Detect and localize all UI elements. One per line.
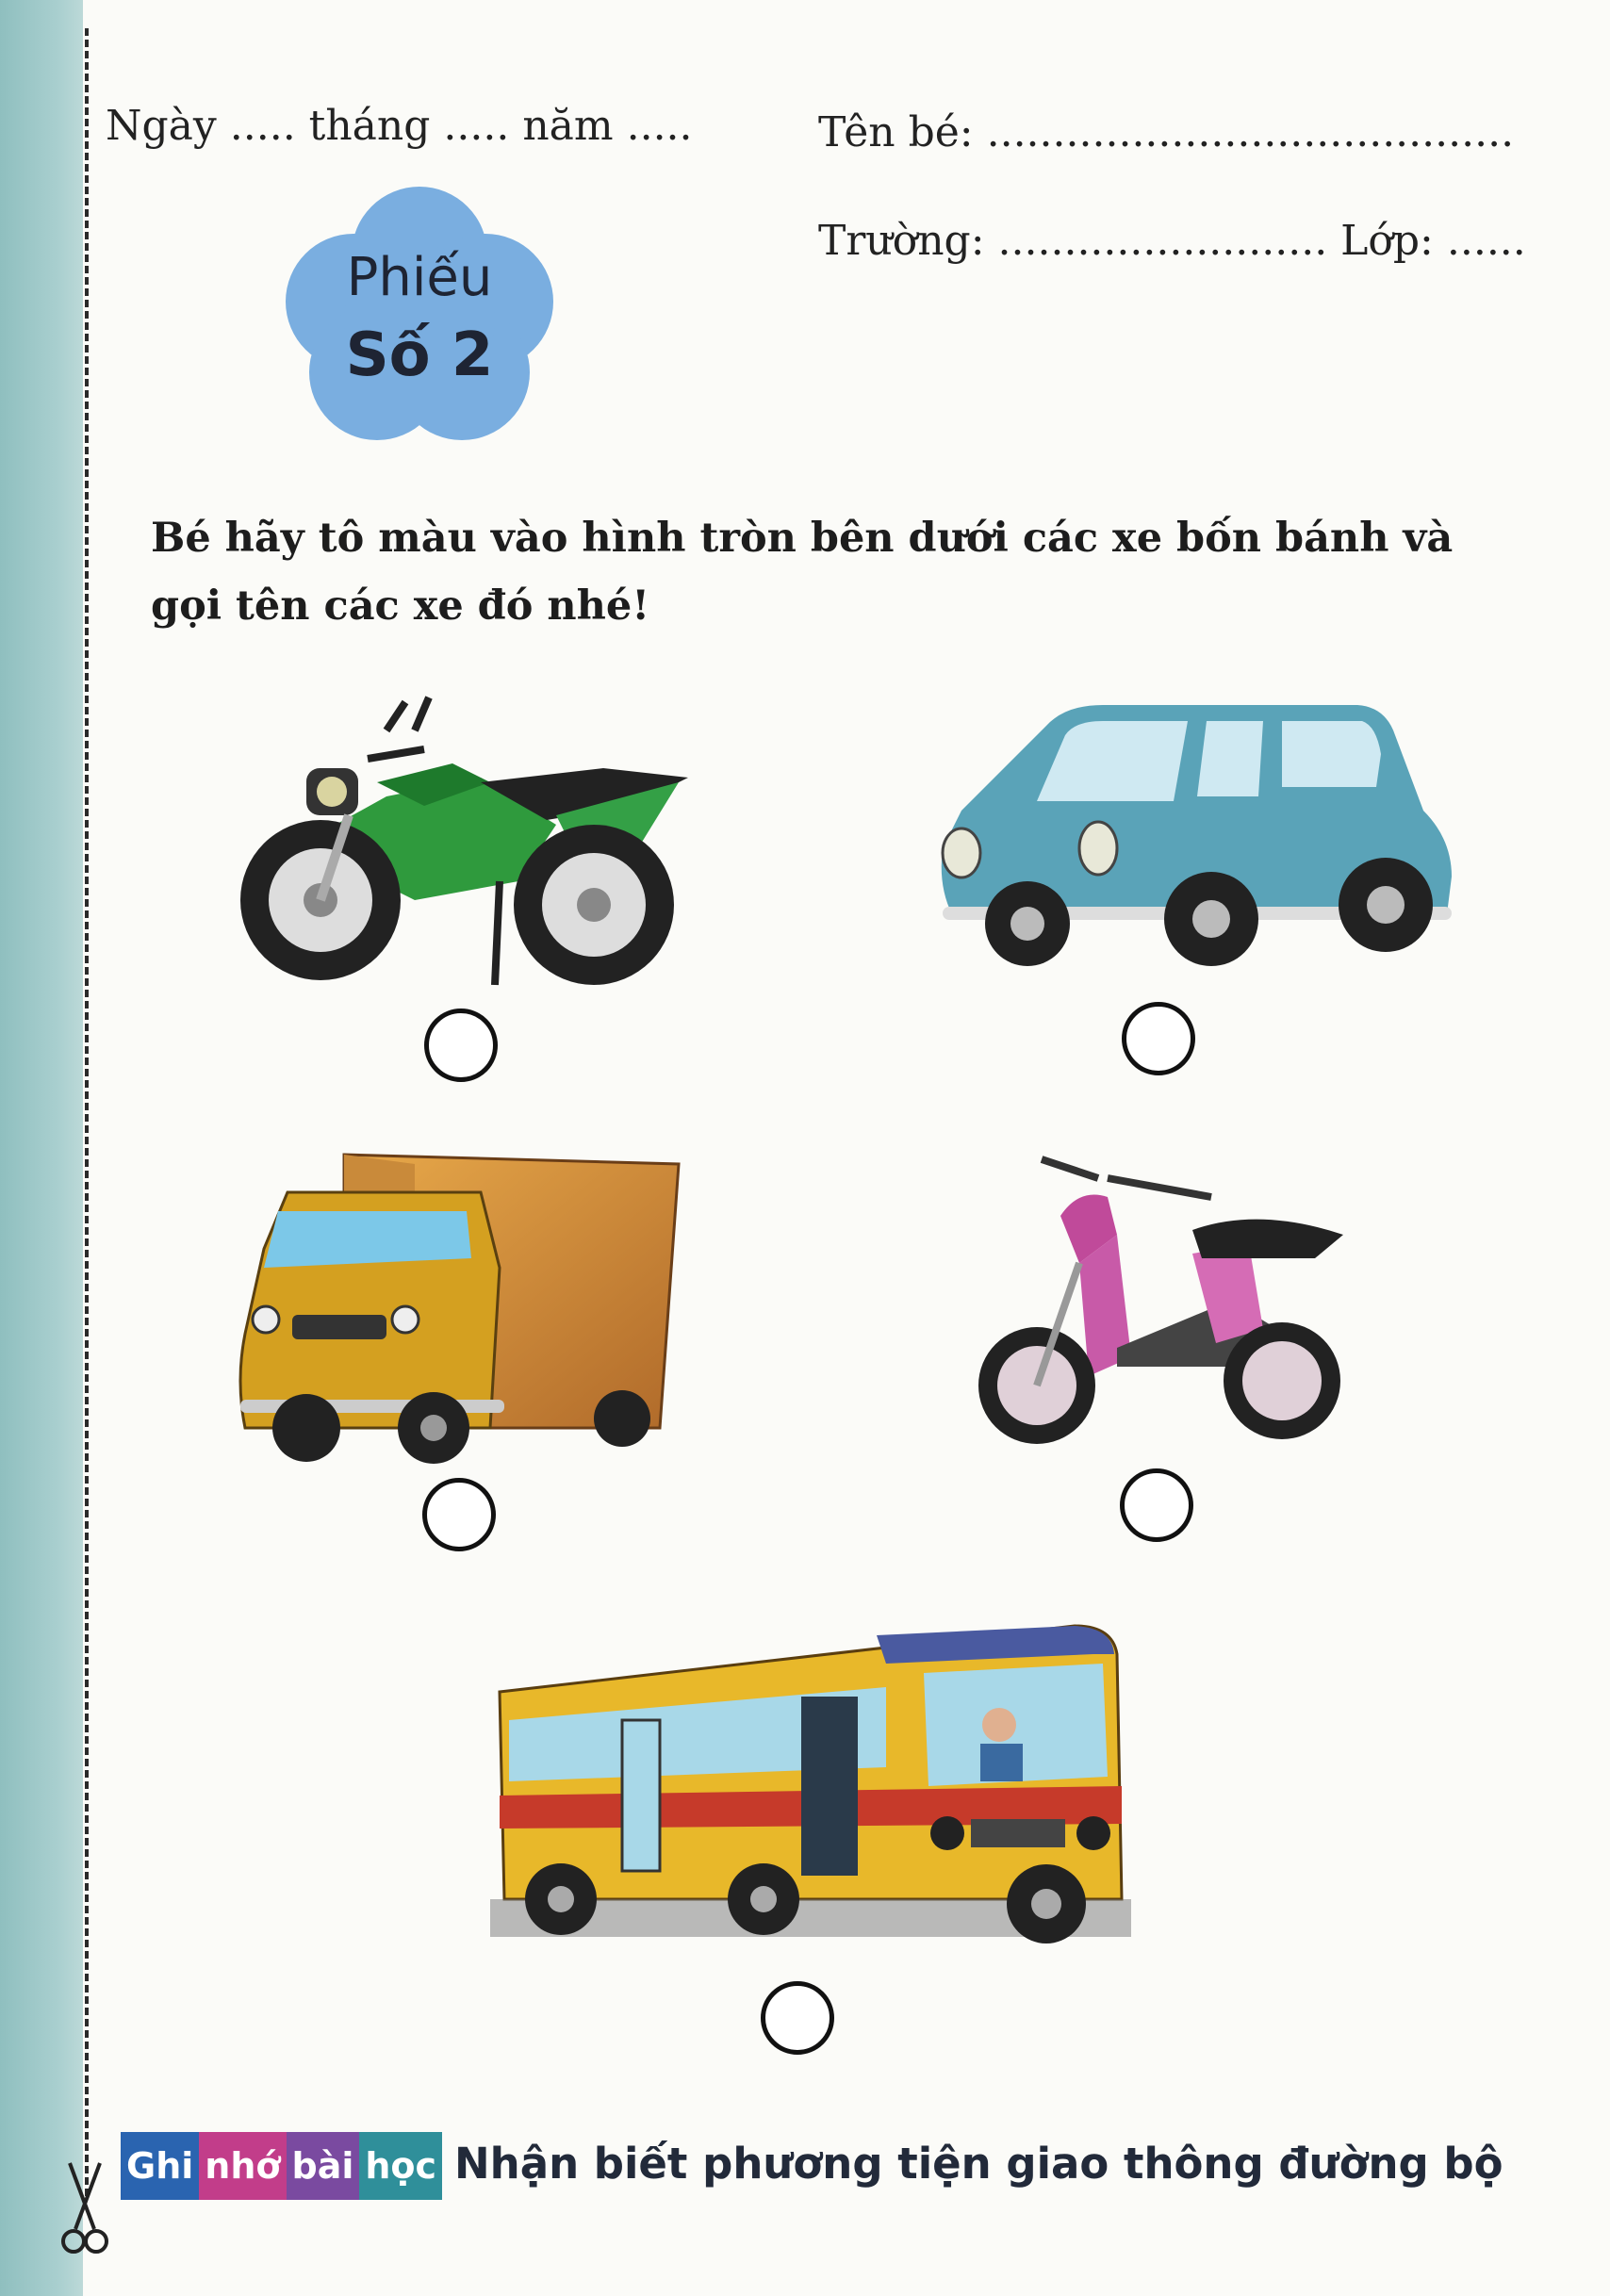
truck-image: [236, 1145, 688, 1466]
date-line: Ngày ..... tháng ..... năm .....: [106, 102, 693, 150]
school-class-line: Trường: ......................... Lớp: ......: [818, 217, 1526, 265]
lesson-tag-word: nhớ: [199, 2132, 286, 2200]
lesson-tag-word: Ghi: [121, 2132, 199, 2200]
worksheet-badge: [278, 179, 561, 452]
instruction-text: Bé hãy tô màu vào hình tròn bên dưới các xe bốn bánh và gọi tên các xe đó nhé!: [151, 515, 1454, 630]
answer-circle-truck[interactable]: [422, 1478, 496, 1551]
answer-circle-bus[interactable]: [761, 1981, 834, 2055]
cut-line: [85, 28, 89, 2196]
bus-image: [490, 1616, 1131, 1956]
page-spine: [0, 0, 83, 2296]
lesson-tag: [121, 2132, 442, 2200]
lesson-title: Nhận biết phương tiện giao thông đường bộ: [454, 2139, 1503, 2189]
lesson-tag-word: học: [359, 2132, 442, 2200]
name-line: Tên bé: ........................................: [818, 108, 1515, 156]
badge-label: Phiếu: [346, 247, 493, 308]
answer-circle-car[interactable]: [1122, 1002, 1195, 1075]
flower-badge-icon: [278, 179, 561, 452]
badge-number: Số 2: [345, 320, 494, 390]
scissors-icon: [57, 2158, 113, 2262]
car-image: [933, 697, 1461, 971]
lesson-tag-word: bài: [287, 2132, 360, 2200]
electric-scooter-image: [976, 1140, 1353, 1470]
motorbike-image: [236, 693, 698, 994]
answer-circle-scooter[interactable]: [1120, 1468, 1193, 1542]
answer-circle-motorbike[interactable]: [424, 1009, 498, 1082]
